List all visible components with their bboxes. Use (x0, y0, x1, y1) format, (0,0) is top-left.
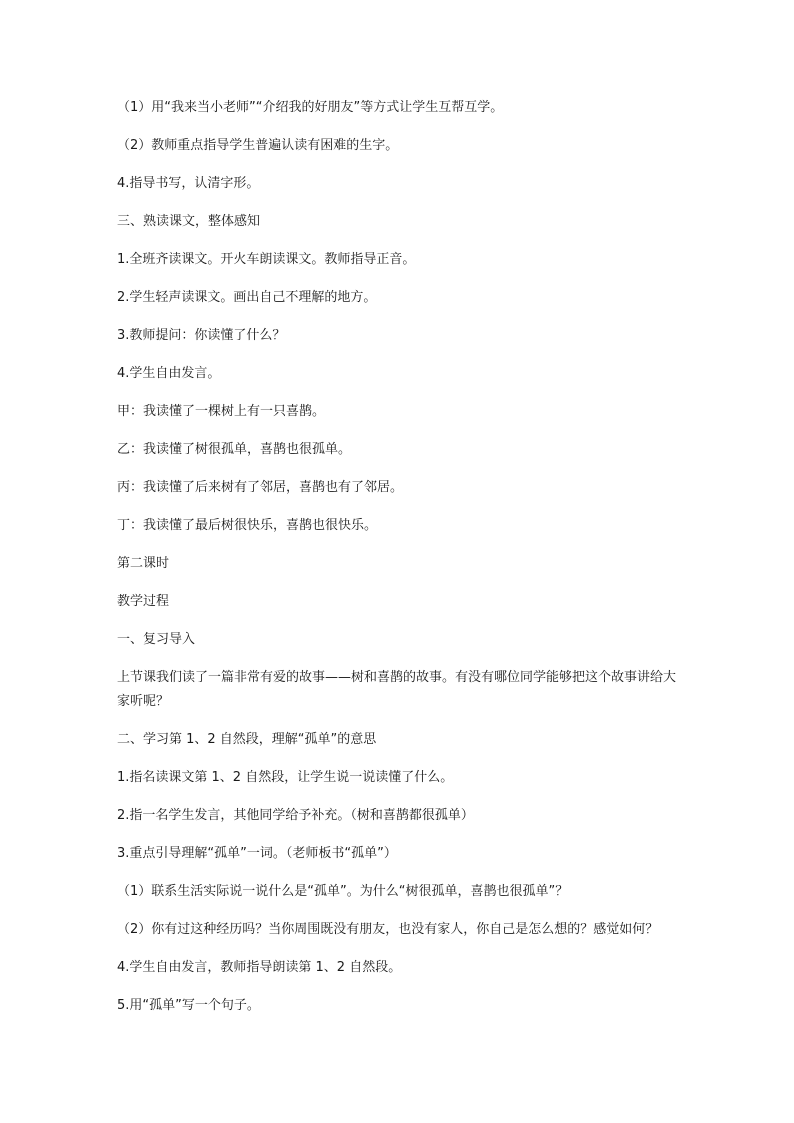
paragraph-peer-learning: （1）用“我来当小老师”“介绍我的好朋友”等方式让学生互帮互学。 (117, 100, 504, 115)
paragraph-class-reading: 1.全班齐读课文。开火车朗读课文。教师指导正音。 (117, 252, 416, 267)
paragraph-read-aloud: 1.指名读课文第 1、2 自然段，让学生说一说读懂了什么。 (117, 770, 454, 785)
teaching-process-heading: 教学过程 (117, 594, 170, 609)
paragraph-sentence-writing: 5.用“孤单”写一个句子。 (117, 998, 260, 1013)
paragraph-experience-question: （2）你有过这种经历吗？当你周围既没有朋友，也没有家人，你自己是怎么想的？感觉如何？ (117, 922, 659, 937)
paragraph-review-intro: 上节课我们读了一篇非常有爱的故事——树和喜鹊的故事。有没有哪位同学能够把这个故事讲给大家听呢？ (117, 670, 677, 709)
paragraph-life-connection: （1）联系生活实际说一说什么是“孤单”。为什么“树很孤单，喜鹊也很孤单”？ (117, 884, 569, 899)
paragraph-teacher-question: 3.教师提问：你读懂了什么？ (117, 328, 286, 343)
paragraph-key-word: 3.重点引导理解“孤单”一词。（老师板书“孤单”） (117, 846, 397, 861)
paragraph-writing-guidance: 4.指导书写，认清字形。 (117, 176, 260, 191)
paragraph-silent-reading: 2.学生轻声读课文。画出自己不理解的地方。 (117, 290, 377, 305)
document-body (117, 96, 677, 1032)
paragraph-student-speech: 2.指一名学生发言，其他同学给予补充。（树和喜鹊都很孤单） (117, 808, 474, 823)
section-heading-reading: 三、熟读课文，整体感知 (117, 214, 261, 229)
paragraph-answer-jia: 甲：我读懂了一棵树上有一只喜鹊。 (117, 404, 326, 419)
paragraph-free-speech: 4.学生自由发言。 (117, 366, 221, 381)
paragraph-teacher-guidance: （2）教师重点指导学生普遍认读有困难的生字。 (117, 138, 399, 153)
lesson-two-title: 第二课时 (117, 556, 170, 571)
paragraph-answer-bing: 丙：我读懂了后来树有了邻居，喜鹊也有了邻居。 (117, 480, 404, 495)
section-heading-lonely: 二、学习第 1、2 自然段，理解“孤单”的意思 (117, 732, 377, 747)
section-heading-review: 一、复习导入 (117, 632, 196, 647)
paragraph-answer-yi: 乙：我读懂了树很孤单，喜鹊也很孤单。 (117, 442, 352, 457)
paragraph-answer-ding: 丁：我读懂了最后树很快乐，喜鹊也很快乐。 (117, 518, 378, 533)
paragraph-guided-reading: 4.学生自由发言，教师指导朗读第 1、2 自然段。 (117, 960, 402, 975)
